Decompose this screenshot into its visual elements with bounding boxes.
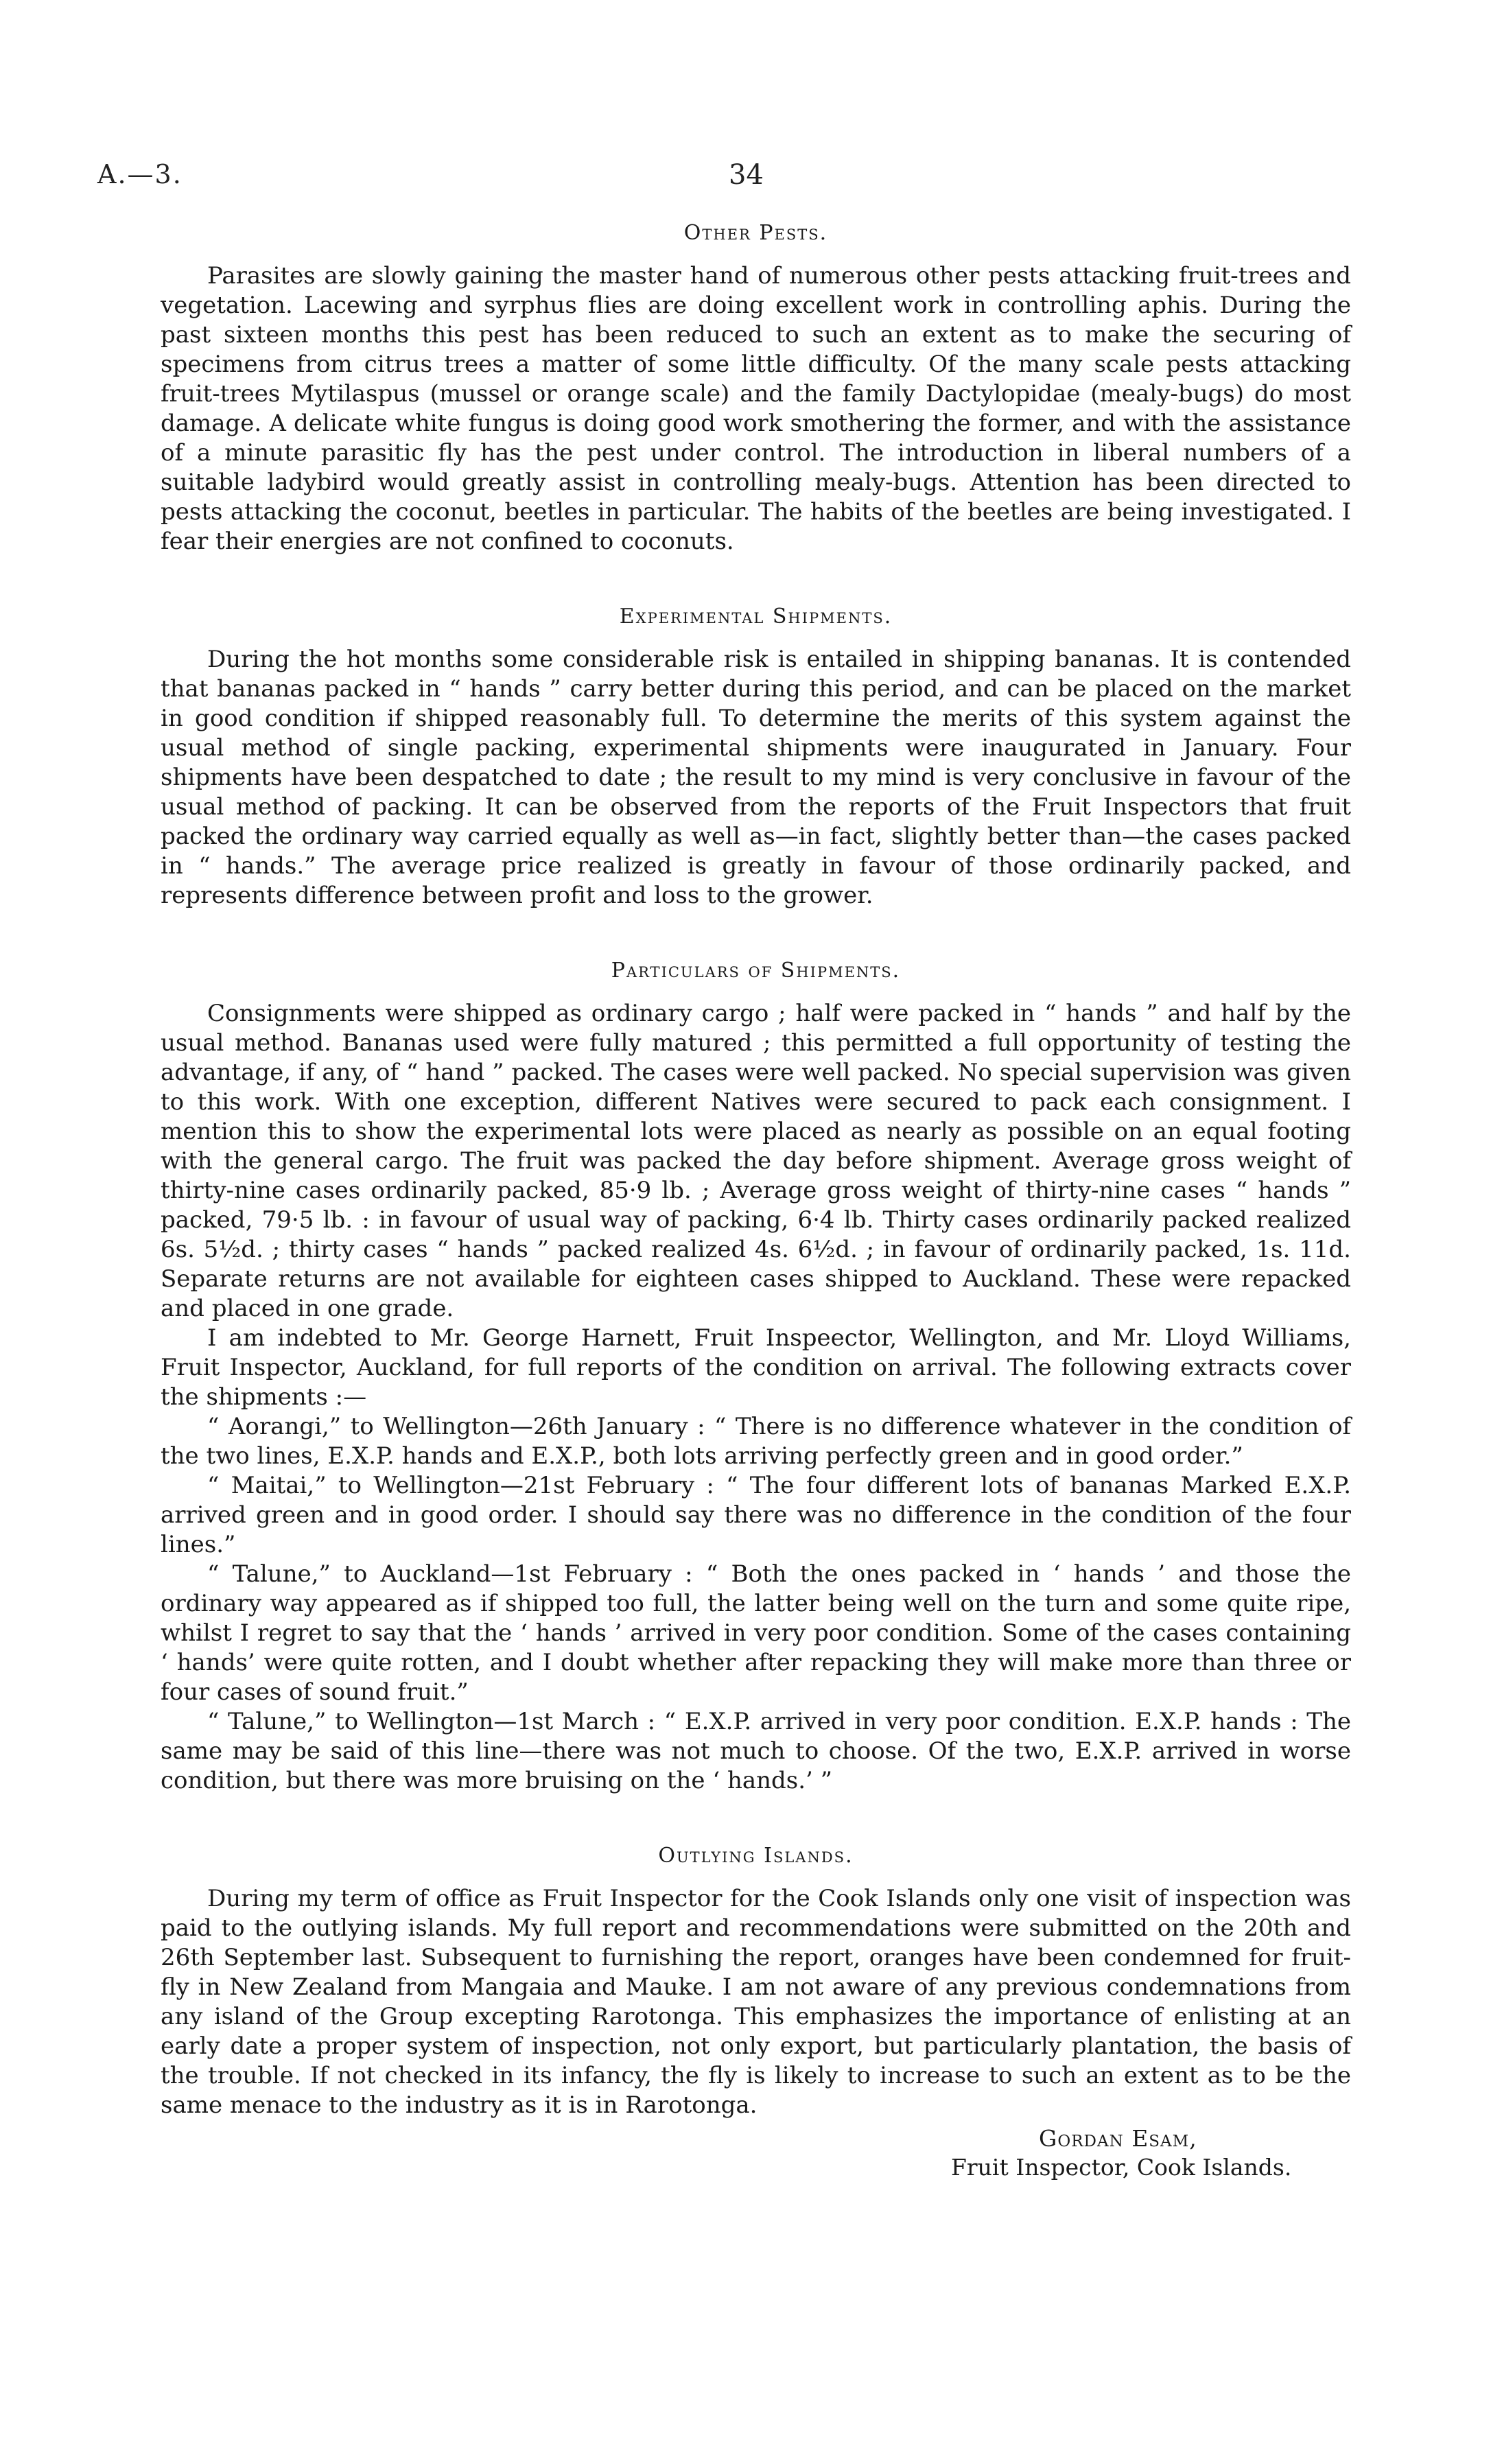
body-text — [161, 218, 1351, 2182]
heading-other-pests: Other Pests. — [683, 221, 828, 245]
heading-outlying-islands: Outlying Islands. — [658, 1844, 854, 1868]
page-number: 34 — [729, 159, 764, 191]
paragraph: During the hot months some considerable risk is entailed in shipping bananas. It is contended that bananas packed in “ hands ” carry better during this period, and can be placed on the market in good condition if shipped reasonably full. To determine the merits of this system against the usual method of single packing, experimental shipments were inaugurated in January. Four shipments have been despatched to date ; the result to my mind is very conclusive in favour of the usual method of packing. It can be observed from the reports of the Fruit Inspectors that fruit packed the ordinary way carried equally as well as—in fact, slightly better than—the cases packed in “ hands.” The average price realized is greatly in favour of those ordinarily packed, and represents difference between profit and loss to the grower. — [161, 646, 1351, 909]
quote-aorangi: “ Aorangi,” to Wellington—26th January : “ There is no difference whatever in the condition of the two lines, E.X.P. hands and E.X.P., both lots arriving perfectly green and in good order.” — [161, 1413, 1351, 1470]
paragraph: Consignments were shipped as ordinary cargo ; half were packed in “ hands ” and half by the usual method. Bananas used were fully matured ; this permitted a full opportunity of testing the advantage, if any, of “ hand ” packed. The cases were well packed. No special supervision was given to this work. With one exception, different Natives were secured to pack each consignment. I mention this to show the experimental lots were placed as nearly as possible on an equal footing with the general cargo. The fruit was packed the day before shipment. Average gross weight of thirty-nine cases ordinarily packed, 85·9 lb. ; Average gross weight of thirty-nine cases “ hands ” packed, 79·5 lb. : in favour of usual way of packing, 6·4 lb. Thirty cases ordinarily packed realized 6s. 5½d. ; thirty cases “ hands ” packed realized 4s. 6½d. ; in favour of ordinarily packed, 1s. 11d. Separate returns are not available for eighteen cases shipped to Auckland. These were repacked and placed in one grade. — [161, 1000, 1351, 1322]
quote-talune-auckland: “ Talune,” to Auckland—1st February : “ Both the ones packed in ‘ hands ’ and those the ordinary way appeared as if shipped too full, the latter being well on the turn and some quite ripe, whilst I regret to say that the ‘ hands ’ arrived in very poor condition. Some of the cases containing ‘ hands’ were quite rotten, and I doubt whether after repacking they will make more than three or four cases of sound fruit.” — [161, 1560, 1351, 1706]
section-spacer — [161, 556, 1351, 602]
section-spacer — [161, 911, 1351, 956]
paragraph: I am indebted to Mr. George Harnett, Fruit Inspeector, Wellington, and Mr. Lloyd Williams, Fruit Inspector, Auckland, for full reports of the condition on arrival. The following extracts cover the shipments :— — [161, 1324, 1351, 1411]
document-reference: A.—3. — [97, 159, 183, 189]
signature-name: Gordan Esam, — [1039, 2125, 1197, 2152]
section-spacer — [161, 1796, 1351, 1841]
heading-particulars-of-shipments: Particulars of Shipments. — [611, 959, 901, 983]
paragraph: Parasites are slowly gaining the master hand of numerous other pests attacking fruit-trees and vegetation. Lacewing and syrphus flies are doing excellent work in controlling aphis. During the past sixteen months this pest has been reduced to such an extent as to make the securing of specimens from citrus trees a matter of some little difficulty. Of the many scale pests attacking fruit-trees Mytilaspus (mussel or orange scale) and the family Dactylopidae (mealy-bugs) do most damage. A delicate white fungus is doing good work smothering the former, and with the assistance of a minute parasitic fly has the pest under control. The introduction in liberal numbers of a suitable ladybird would greatly assist in controlling mealy-bugs. Attention has been directed to pests attacking the coconut, beetles in particular. The habits of the beetles are being investigated. I fear their energies are not confined to coconuts. — [161, 262, 1351, 555]
signature-title: Fruit Inspector, Cook Islands. — [951, 2154, 1292, 2181]
heading-experimental-shipments: Experimental Shipments. — [619, 605, 893, 629]
quote-talune-wellington: “ Talune,” to Wellington—1st March : “ E.X.P. arrived in very poor condition. E.X.P. hands : The same may be said of this line—there was not much to choose. Of the two, E.X.P. arrived in worse condition, but there was more bruising on the ‘ hands.’ ” — [161, 1708, 1351, 1794]
signature-block — [161, 2124, 1351, 2182]
quote-maitai: “ Maitai,” to Wellington—21st February : “ The four different lots of bananas Marked E.X.P. arrived green and in good order. I should say there was no difference in the condition of the four lines.” — [161, 1472, 1351, 1558]
paragraph: During my term of office as Fruit Inspector for the Cook Islands only one visit of inspection was paid to the outlying islands. My full report and recommendations were submitted on the 20th and 26th September last. Subsequent to furnishing the report, oranges have been condemned for fruit-fly in New Zealand from Mangaia and Mauke. I am not aware of any previous condemnations from any island of the Group excepting Rarotonga. This emphasizes the importance of enlisting at an early date a proper system of inspection, not only export, but particularly plantation, the basis of the trouble. If not checked in its infancy, the fly is likely to increase to such an extent as to be the same menace to the industry as it is in Rarotonga. — [161, 1885, 1351, 2119]
